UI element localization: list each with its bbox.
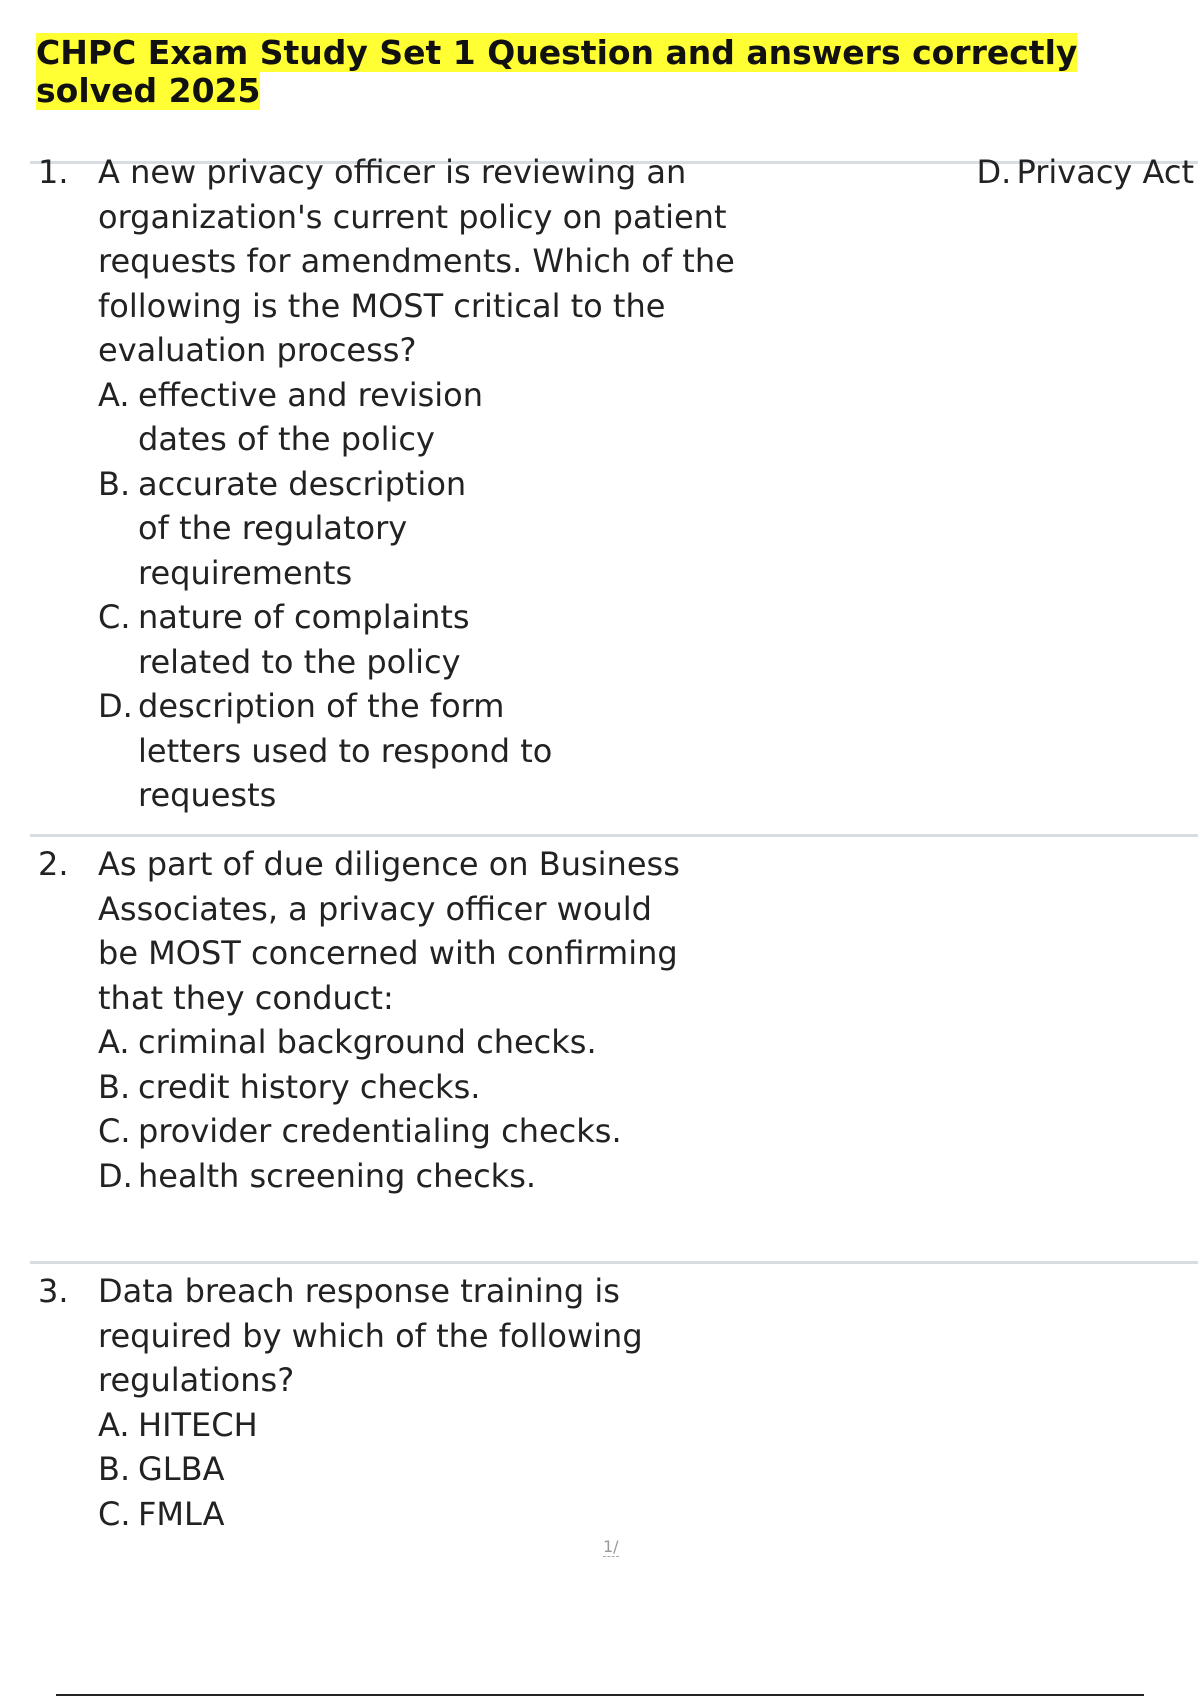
option-text: credit history checks. <box>138 1067 481 1106</box>
option-text: health screening checks. <box>138 1156 537 1195</box>
answer-option-b <box>98 462 758 596</box>
divider <box>30 834 1198 837</box>
answer-option-c <box>98 1492 758 1537</box>
answer-option-d <box>98 1154 758 1199</box>
option-text: Privacy Act <box>1016 153 1194 191</box>
option-letter: B. <box>98 464 131 503</box>
question-number: 2. <box>38 845 69 883</box>
page-number: 1/ <box>603 1537 619 1556</box>
answer-option-c <box>98 1109 758 1154</box>
option-text: criminal background checks. <box>138 1023 597 1061</box>
question-2 <box>38 842 758 1198</box>
question-text: Data breach response training is required by which of the following regulations? <box>98 1272 643 1399</box>
answer-option-c <box>98 595 758 684</box>
option-letter: C. <box>98 1494 131 1533</box>
option-letter: B. <box>98 1067 131 1106</box>
question-number: 1. <box>38 153 69 191</box>
option-letter: A. <box>98 375 130 414</box>
option-text: FMLA <box>138 1494 225 1533</box>
page-title <box>36 34 1176 110</box>
answer-option-a <box>98 1403 758 1448</box>
option-letter: B. <box>98 1450 131 1488</box>
option-letter: C. <box>98 1112 131 1150</box>
option-text: provider credentialing checks. <box>138 1112 622 1150</box>
option-letter: D. <box>98 687 133 725</box>
answer-option-a <box>98 373 758 462</box>
option-text: nature of complaints related to the policy <box>138 598 470 681</box>
divider <box>30 1261 1198 1264</box>
question-1 <box>38 150 758 818</box>
answer-option-d <box>98 684 758 818</box>
page-title-text: CHPC Exam Study Set 1 Question and answers correctly solved 2025 <box>36 33 1078 110</box>
answer-option-a <box>98 1020 758 1065</box>
footer-rule <box>56 1694 1144 1696</box>
question-text: A new privacy officer is reviewing an organization's current policy on patient requests for amendments. Which of the following is the MOST critical to the evaluation process? <box>98 153 735 369</box>
option-text: effective and revision dates of the policy <box>138 375 484 458</box>
option-letter: A. <box>98 1405 130 1444</box>
option-letter: D. <box>98 1156 133 1195</box>
option-letter: C. <box>98 598 131 636</box>
question-number: 3. <box>38 1272 69 1310</box>
option-letter: A. <box>98 1023 130 1061</box>
option-text: GLBA <box>138 1450 225 1488</box>
question-text: As part of due diligence on Business Associates, a privacy officer would be MOST concerned with confirming that they conduct: <box>98 845 680 1017</box>
answer-option-b <box>98 1065 758 1110</box>
option-letter: D. <box>976 153 1012 191</box>
question-3 <box>38 1269 758 1536</box>
stray-answer-option <box>977 150 1195 195</box>
option-text: accurate description of the regulatory requirements <box>138 464 467 592</box>
option-text: HITECH <box>138 1405 258 1444</box>
answer-option-b <box>98 1447 758 1492</box>
option-text: description of the form letters used to respond to requests <box>138 687 553 814</box>
